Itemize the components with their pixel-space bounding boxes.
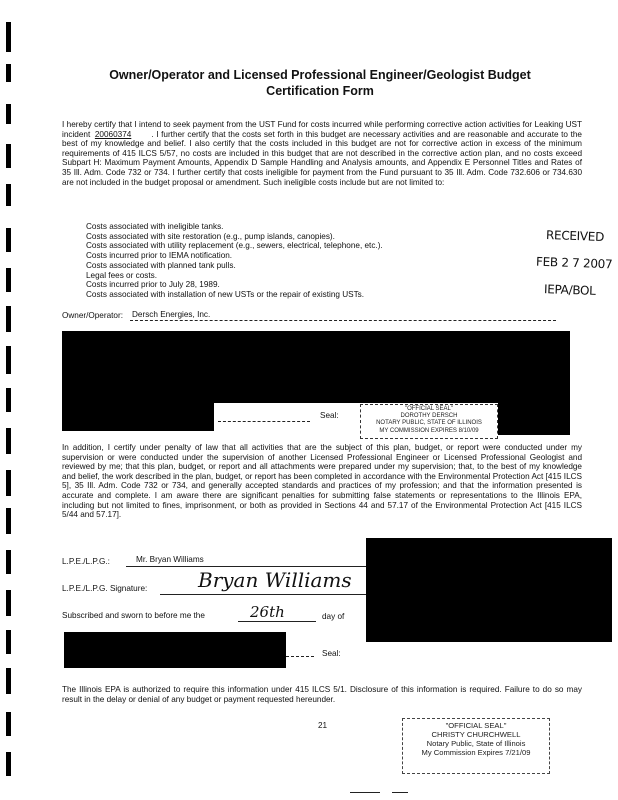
sworn-month-partial [352,604,357,622]
lpe-signature-handwritten: Bryan Williams [198,568,352,592]
list-item: Costs associated with ineligible tanks. [86,222,224,231]
redacted-block [62,403,214,431]
form-title-line2: Certification Form [266,84,374,98]
seal-line: Notary Public, State of Illinois [426,739,526,748]
notary-seal-engineer [402,718,550,774]
lpe-name-label: L.P.E./L.P.G.: [62,557,110,566]
sworn-label: Subscribed and sworn to before me the [62,611,205,620]
engineer-certification-paragraph: In addition, I certify under penalty of law that all activities that are the subject of this plan, budget, or report were conducted under my supervision or were conducted under the supervision of another Licensed Professional Engineer or Licensed Professional Geologist and reviewed by me; that this plan, budget, or report and all attachments were prepared under my supervision; that, to the best of my knowledge and belief, the work described in the plan, budget, or report has been completed in accordance with the Environmental Protection Act [415 ILCS 5], 35 Ill. Adm. Code 732 or 734, and generally accepted standards and practices of my profession; and that the information presented is accurate and complete. I am aware there are significant penalties for submitting false statements or representations to the Illinois EPA, including but not limited to fines, imprisonment, or both as provided in Sections 44 and 57.17 of the Environmental Protection Act [415 ILCS 5/44 and 57.17]. [62,443,582,520]
cert-line2-post: . I further certify that the costs set forth in this budget [151,129,346,139]
seal-line: DOROTHY DERSCH [400,413,458,420]
list-item: Legal fees or costs. [86,270,157,280]
sworn-day-line [238,621,316,622]
received-stamp-word: RECEIVED [545,227,605,245]
page-number: 21 [318,721,328,730]
seal-line: My Commission Expires 7/21/09 [421,748,531,757]
cert-line1: I hereby certify that I intend to seek payment from the UST Fund for costs incurred while performing corrective action [62,120,487,129]
notary-seal-owner [360,404,498,439]
redacted-block [62,331,570,403]
lpe-seal-label: Seal: [322,649,341,658]
list-item: Costs associated with utility replacement (e.g., sewers, electrical, telephone, etc.). [86,241,383,251]
certification-paragraph [62,120,582,187]
list-item: Costs associated with installation of new USTs or the repair of existing USTs. [86,289,365,299]
owner-seal-line [218,421,310,422]
seal-line: "OFFICIAL SEAL" [445,721,507,730]
owner-operator-value: Dersch Energies, Inc. [132,310,211,319]
lpe-name-line [126,566,366,567]
redacted-block [498,401,570,435]
lpe-signature-label: L.P.E./L.P.G. Signature: [62,584,148,593]
scan-artifact [350,792,380,793]
cert-rest: are necessary activities and are reasonable and accurate to the best of my knowledge and belief. I also certify that the costs included in this budget are not for corrective action in excess of the minimum requirements of 415 ILCS 5/57, no costs are included in this budget that are not described in the corrective action plan, and no costs exceed Subpart H: Maximum Payment Amounts, Appendix D Sample Handling and Analysis amounts, and Appendix E Personnel Titles and Rates of 35 Ill. Adm. Code 732 or 734. I further certify that costs ineligible for payment from the Fund pursuant to 35 Ill. Adm. Code 732.606 or 734.630 are not included in the budget proposal or amendment. Such ineligible costs include but are not limited to: [62,129,582,187]
redacted-block [64,632,286,668]
received-stamp-office: IEPA/BOL [543,282,596,298]
received-stamp-date: FEB 2 7 2007 [535,254,613,272]
redacted-block [366,538,612,642]
footer-authorization: The Illinois EPA is authorized to require this information under 415 ILCS 5/1. Disclosure of this information is required. Failure to do so may result in the delay or denial of any budget or payment requested hereunder. [62,685,582,704]
seal-line: MY COMMISSION EXPIRES 8/10/09 [379,427,479,434]
ineligible-costs-list [86,222,383,300]
lpe-name-value: Mr. Bryan Williams [136,555,204,564]
list-item: Costs incurred prior to July 28, 1989. [86,280,220,290]
owner-operator-label: Owner/Operator: [62,311,123,320]
day-of-label: day of [322,612,345,621]
cert-line2-pre: activities for Leaking UST incident [62,120,582,139]
lpe-seal-line [286,656,314,657]
lpe-signature-line [160,594,366,595]
list-item: Costs associated with site restoration (e.g., pump islands, canopies). [86,231,335,241]
list-item: Costs associated with planned tank pulls. [86,260,236,270]
owner-operator-line [130,320,556,321]
incident-number: 20060374 [94,129,132,139]
list-item: Costs incurred prior to IEMA notification. [86,251,233,261]
sworn-day-value: 26th [250,603,285,621]
seal-line: NOTARY PUBLIC, STATE OF ILLINOIS [376,420,482,427]
seal-line: CHRISTY CHURCHWELL [431,730,521,739]
form-title [40,67,600,99]
owner-seal-label: Seal: [320,411,339,420]
seal-line: "OFFICIAL SEAL" [404,406,454,412]
form-title-line1: Owner/Operator and Licensed Professional Engineer/Geologist Budget [109,68,531,82]
scan-artifact [392,792,408,793]
